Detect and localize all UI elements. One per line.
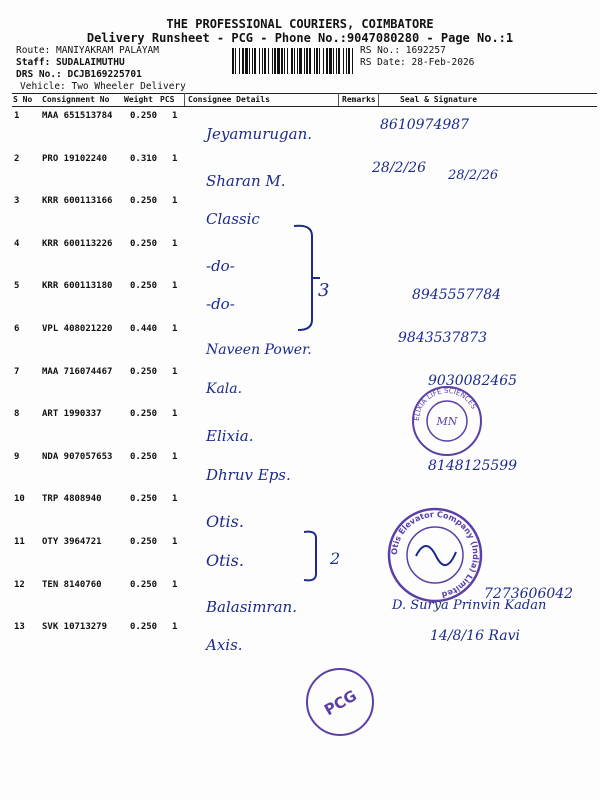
row-pcs: 1 [172,366,178,377]
row-signature: 7273606042 [484,585,574,602]
row-consignee-handwritten: Classic [206,210,260,229]
row-pcs: 1 [172,111,178,121]
barcode-bar [294,48,295,74]
row-pcs: 1 [172,281,178,292]
row-sno: 11 [14,537,25,547]
barcode-bar [281,48,283,74]
row-signature: 9843537873 [398,330,488,346]
barcode-bar [259,48,260,74]
row-weight: 0.250 [130,494,158,505]
barcode-bar [254,48,256,74]
row-weight: 0.250 [130,451,158,462]
elixia-stamp [410,384,484,458]
row-consignment-no: TRP 4808940 [42,494,102,505]
row-pcs: 1 [172,409,178,420]
col-consignee: Consignee Details [188,95,270,104]
row-consignment-no: TEN 8140760 [42,579,102,590]
runsheet-title: THE PROFESSIONAL COURIERS, COIMBATORE [166,17,434,31]
row-sno: 2 [14,153,20,164]
row-consignee-handwritten: Jeyamurugan. [206,125,312,143]
row-sno: 13 [14,622,25,633]
vehicle-field: Vehicle: Two Wheeler Delivery [20,81,186,92]
row-weight: 0.250 [130,537,158,547]
barcode-bar [232,48,234,74]
col-divider [338,93,339,106]
row-pcs: 1 [172,622,178,633]
barcode-bar [343,48,344,74]
row-sno: 7 [14,366,20,377]
row-consignment-no: OTY 3964721 [42,537,102,547]
row-pcs: 1 [172,238,178,249]
barcode-bar [239,48,240,74]
barcode-bar [249,48,250,74]
bracket-count-2: 2 [330,549,341,568]
row-signature: 8945557784 [412,287,502,304]
row-pcs: 1 [172,196,178,207]
row-consignment-no: SVK 10713279 [42,622,108,633]
barcode-bar [235,48,236,74]
row-consignment-no: KRR 600113226 [42,238,113,249]
row-consignee-handwritten: Naveen Power. [206,342,312,358]
barcode-bar [333,48,334,74]
barcode-bar [272,48,273,74]
row-consignment-no: PRO 19102240 [42,153,108,164]
row-sno: 8 [14,409,20,420]
route-field: Route: MANIYAKRAM PALAYAM [16,45,159,56]
barcode-bar [336,48,337,74]
row-pcs: 1 [172,579,178,590]
row-consignment-no: ART 1990337 [42,409,102,420]
row-consignee-handwritten: Kala. [206,380,243,397]
barcode-bar [268,48,269,74]
row-sno: 5 [14,281,20,292]
barcode-bar [287,48,288,74]
row-pcs: 1 [172,494,178,505]
barcode-bar [338,48,340,74]
barcode-bar [304,48,305,74]
row-pcs: 1 [172,324,178,334]
col-divider [184,93,185,106]
row-signature: 14/8/16 Ravi [430,628,521,645]
row-consignee-handwritten: Otis. [206,551,244,570]
rs-date-field: RS Date: 28-Feb-2026 [360,57,475,68]
barcode-bar [274,48,276,74]
row-pcs: 1 [172,451,178,462]
row-weight: 0.250 [130,409,158,420]
row-consignment-no: MAA 716074467 [42,366,113,377]
barcode-bar [329,48,332,74]
barcode-bar [297,48,298,74]
row-pcs: 1 [172,537,178,547]
col-divider [378,93,379,106]
row-consignee-handwritten: Axis. [206,636,243,655]
row-consignee-handwritten: -do- [206,256,235,275]
header-rule-bottom [12,106,597,107]
col-consignment: Consignment No [42,95,110,104]
barcode-bar [277,48,280,74]
drs-field: DRS No.: DCJB169225701 [16,69,142,80]
barcode-bar [291,48,293,74]
barcode-bar [346,48,347,74]
row-sno: 12 [14,579,25,590]
row-sno: 4 [14,238,20,249]
col-seal-signature: Seal & Signature [400,95,478,104]
row-consignee-handwritten: Otis. [206,512,244,532]
barcode-bar [242,48,244,74]
row-consignee-handwritten: Balasimran. [206,597,297,616]
barcode-bar [348,48,350,74]
barcode-bar [284,48,285,74]
extra-signature: D. Surya Prinvin Kadan [392,598,547,613]
row-weight: 0.250 [130,111,158,121]
row-consignee-handwritten: -do- [206,295,235,314]
bracket-mark [290,222,350,334]
row-consignee-handwritten: Sharan M. [206,171,286,190]
row-sno: 1 [14,111,20,121]
staff-field: Staff: SUDALAIMUTHU [16,57,125,68]
elixia-stamp-ring-text: ELIXIA LIFE SCIENCES [412,386,478,422]
row-weight: 0.250 [130,579,158,590]
barcode-bar [314,48,315,74]
row-consignment-no: MAA 651513784 [42,111,113,121]
row-consignee-handwritten: Dhruv Eps. [206,465,291,484]
elixia-stamp-center: MN [436,415,458,428]
row-signature: 9030082465 [428,372,518,389]
row-signature: 8148125599 [428,457,518,474]
barcode-bar [323,48,324,74]
col-sno: S No [13,95,33,104]
otis-stamp-ring-text: Otis Elevator Company (India) Limited [389,509,481,600]
barcode [232,48,356,74]
row-weight: 0.250 [130,281,158,292]
row-sno: 3 [14,196,20,207]
bracket-count-1: 3 [318,280,330,301]
row-weight: 0.440 [130,324,158,334]
barcode-bar [316,48,318,74]
barcode-bar [299,48,302,74]
row-consignee-handwritten: Elixia. [206,427,254,446]
delivery-date-note: 28/2/26 [448,168,499,183]
row-weight: 0.250 [130,622,158,633]
barcode-bar [245,48,248,74]
row-consignment-no: KRR 600113180 [42,281,113,292]
row-consignment-no: NDA 907057653 [42,451,113,462]
row-sno: 6 [14,324,20,334]
barcode-bar [309,48,311,74]
col-pcs: PCS [160,95,175,104]
barcode-bar [264,48,266,74]
barcode-bar [326,48,328,74]
row-consignment-no: VPL 408021220 [42,324,113,334]
row-weight: 0.250 [130,238,158,249]
col-weight: Weight [124,95,153,104]
barcode-bar [306,48,308,74]
barcode-bar [319,48,320,74]
rs-no-field: RS No.: 1692257 [360,45,446,56]
barcode-bar [262,48,263,74]
row-signature: 8610974987 [380,117,470,133]
pcg-stamp-text: PCG [321,686,360,720]
runsheet-subtitle: Delivery Runsheet - PCG - Phone No.:9047080280 - Page No.:1 [86,31,514,45]
row-pcs: 1 [172,153,178,164]
row-sno: 10 [14,494,25,505]
pcg-stamp [304,666,376,738]
row-weight: 0.310 [130,153,158,164]
row-sno: 9 [14,451,20,462]
barcode-bar [252,48,253,74]
col-remarks: Remarks [342,95,376,104]
otis-stamp [386,506,484,604]
row-signature: 28/2/26 [372,159,426,176]
header-rule-top [12,93,597,94]
row-consignment-no: KRR 600113166 [42,196,113,207]
barcode-bar [352,48,353,74]
row-weight: 0.250 [130,196,158,207]
row-weight: 0.250 [130,366,158,377]
